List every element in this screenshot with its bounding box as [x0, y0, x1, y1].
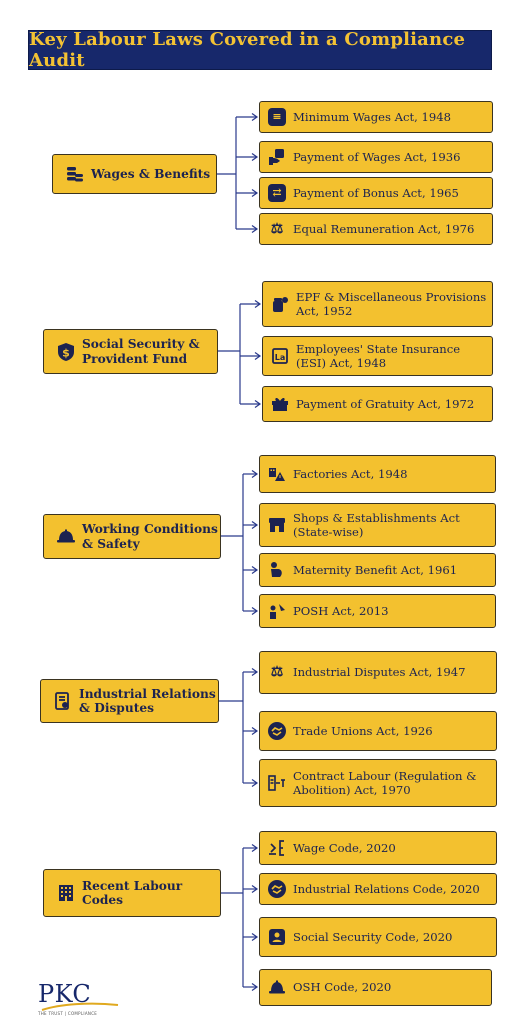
- law-label: Employees' State Insurance (ESI) Act, 1948: [296, 341, 461, 370]
- category-working-conditions: [43, 514, 221, 559]
- handshake-icon: [268, 722, 286, 740]
- law-osh-code: [259, 969, 492, 1006]
- law-factories-act: [259, 455, 496, 493]
- storefront-icon: [268, 516, 286, 534]
- shield-dollar-icon: [56, 342, 76, 362]
- user-shield-icon: [268, 928, 286, 946]
- law-shops-establishments-act: [259, 503, 496, 547]
- law-label: Industrial Relations Code, 2020: [293, 881, 480, 896]
- balance-scale-icon: ⚖: [270, 664, 284, 681]
- payroll-icon: ≡: [268, 108, 286, 126]
- category-label: Social Security & Provident Fund: [82, 337, 200, 366]
- document-icon: [271, 347, 289, 365]
- balance-scale-icon: ⚖: [270, 220, 284, 237]
- law-label: EPF & Miscellaneous Provisions Act, 1952: [296, 289, 487, 318]
- svg-text:$: $: [62, 346, 70, 359]
- law-label: Shops & Establishments Act (State-wise): [293, 510, 460, 539]
- law-label: POSH Act, 2013: [293, 603, 389, 618]
- law-maternity-benefit-act: [259, 553, 496, 587]
- law-payment-of-wages-act: [259, 141, 493, 173]
- law-label: Industrial Disputes Act, 1947: [293, 665, 466, 680]
- category-industrial-relations: [40, 679, 219, 723]
- bonus-exchange-icon: ⇄: [268, 184, 286, 202]
- law-payment-of-bonus-act: [259, 177, 493, 209]
- category-label: Working Conditions & Safety: [82, 522, 218, 551]
- law-minimum-wages-act: [259, 101, 493, 133]
- law-equal-remuneration-act: [259, 213, 493, 245]
- harassment-alert-icon: [268, 602, 286, 620]
- law-label: Contract Labour (Regulation & Abolition) Act, 1970: [293, 768, 477, 797]
- law-label: Payment of Wages Act, 1936: [293, 149, 461, 164]
- law-wage-code: [259, 831, 497, 865]
- hard-hat-icon: [56, 527, 76, 547]
- law-trade-unions-act: [259, 711, 497, 751]
- hand-payment-icon: [268, 148, 286, 166]
- page-title-text: Key Labour Laws Covered in a Compliance Audit: [29, 29, 466, 71]
- law-label: OSH Code, 2020: [293, 980, 392, 995]
- law-label: Payment of Bonus Act, 1965: [293, 185, 459, 200]
- law-industrial-disputes-act: [259, 651, 497, 694]
- law-gratuity-act: [262, 386, 493, 422]
- law-industrial-relations-code: [259, 873, 497, 905]
- law-epf-act: [262, 281, 493, 327]
- gift-box-icon: [271, 395, 289, 413]
- wage-code-icon: [268, 839, 286, 857]
- building-icon: [56, 883, 76, 903]
- law-label: Minimum Wages Act, 1948: [293, 109, 452, 124]
- contract-labour-icon: [268, 774, 286, 792]
- handshake-icon: [268, 880, 286, 898]
- law-label: Maternity Benefit Act, 1961: [293, 562, 458, 577]
- dispute-document-icon: [53, 691, 73, 711]
- maternity-icon: [268, 561, 286, 579]
- logo-text: PKC: [38, 980, 92, 1008]
- svg-text:La: La: [274, 353, 286, 362]
- category-recent-labour-codes: [43, 869, 221, 917]
- law-label: Payment of Gratuity Act, 1972: [296, 396, 475, 411]
- law-label: Factories Act, 1948: [293, 466, 408, 481]
- law-contract-labour-act: [259, 759, 497, 807]
- category-label: Wages & Benefits: [91, 166, 211, 181]
- law-label: Wage Code, 2020: [293, 840, 396, 855]
- category-social-security: [43, 329, 218, 374]
- law-label: Social Security Code, 2020: [293, 929, 453, 944]
- coins-stack-icon: [65, 164, 85, 184]
- law-social-security-code: [259, 917, 497, 957]
- hard-hat-icon: [268, 979, 286, 997]
- category-wages-benefits: [52, 154, 217, 194]
- factory-warning-icon: [268, 465, 286, 483]
- law-label: Trade Unions Act, 1926: [293, 723, 433, 738]
- category-label: Recent Labour Codes: [82, 878, 183, 907]
- law-posh-act: [259, 594, 496, 628]
- pkc-logo: [38, 980, 128, 1020]
- logo-tagline: THE TRUST | COMPLIANCE: [38, 1011, 98, 1016]
- category-label: Industrial Relations & Disputes: [79, 686, 216, 715]
- law-label: Equal Remuneration Act, 1976: [293, 221, 475, 236]
- savings-jar-icon: [271, 295, 289, 313]
- law-esi-act: [262, 336, 493, 376]
